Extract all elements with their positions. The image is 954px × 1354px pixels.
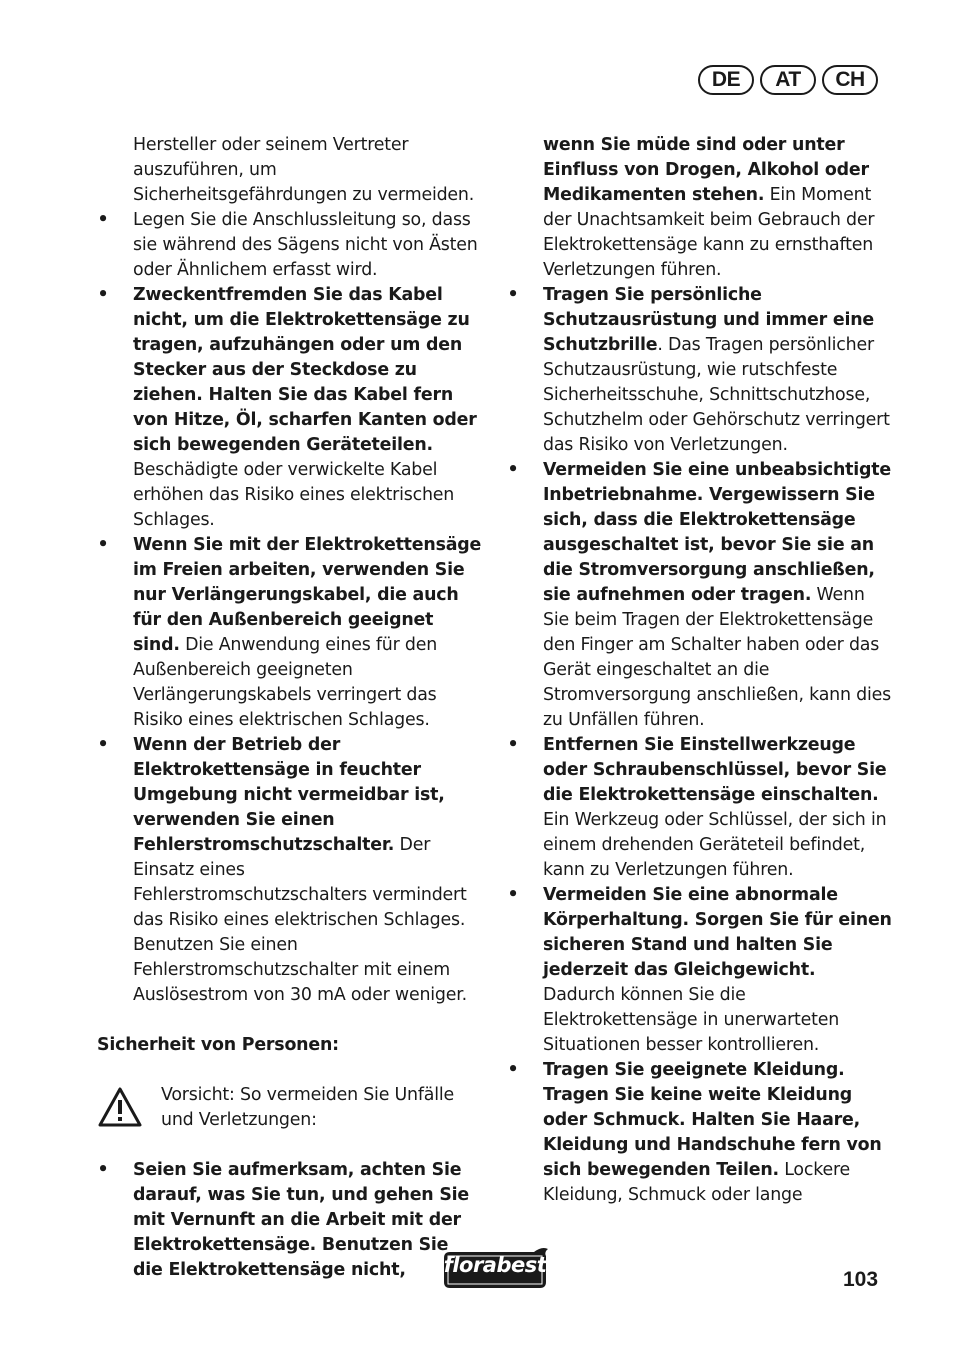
list-item bbox=[97, 208, 482, 283]
bullet-text: Legen Sie die Anschlussleitung so, dass sie während des Sägens nicht von Ästen oder Ähnlichem erfasst wird. bbox=[133, 210, 478, 280]
bullet-dot: • bbox=[97, 535, 109, 555]
bullet-dot: • bbox=[507, 885, 519, 905]
list-item bbox=[97, 733, 482, 1008]
bullet-text: Dadurch können Sie die Elektrokettensäge in unerwarteten Situationen besser kontrollieren. bbox=[543, 985, 840, 1055]
list-item bbox=[97, 1158, 482, 1283]
bullet-bold-text: Tragen Sie geeignete Kleidung. Tragen Sie keine weite Kleidung oder Schmuck. Halten Sie Haare, Kleidung und Handschuhe fern von sich bewegenden Teilen. bbox=[543, 1060, 882, 1180]
left-column bbox=[97, 133, 482, 1283]
bullet-text: Der Einsatz eines Fehlerstromschutzschalters vermindert das Risiko eines elektrischen Schlages. Benutzen Sie einen Fehlerstromschutzschalter mit einem Auslösestrom von 30 mA oder weniger. bbox=[133, 835, 467, 1005]
bullet-bold-text: Tragen Sie persönliche Schutzausrüstung und immer eine Schutzbrille bbox=[543, 285, 875, 355]
list-item bbox=[97, 283, 482, 533]
country-tag-de: DE bbox=[698, 65, 754, 95]
bullet-dot: • bbox=[507, 735, 519, 755]
list-item bbox=[507, 883, 892, 1058]
florabest-logo bbox=[438, 1246, 552, 1290]
warning-note bbox=[97, 1083, 482, 1133]
continuation-bold-text: wenn Sie müde sind oder unter Einfluss von Drogen, Alkohol oder Medikamenten stehen. bbox=[543, 135, 869, 205]
list-item bbox=[507, 733, 892, 883]
continuation-paragraph bbox=[507, 133, 892, 283]
country-tag-ch: CH bbox=[822, 65, 878, 95]
bullet-dot: • bbox=[507, 460, 519, 480]
bullet-dot: • bbox=[97, 735, 109, 755]
list-item bbox=[507, 1058, 892, 1208]
logo-text: florabest bbox=[443, 1253, 547, 1277]
intro-continuation: Hersteller oder seinem Vertreter auszuführen, um Sicherheitsgefährdungen zu vermeiden. bbox=[133, 135, 475, 205]
list-item bbox=[507, 458, 892, 733]
bullet-bold-text: Entfernen Sie Einstellwerkzeuge oder Schraubenschlüssel, bevor Sie die Elektrokettensäge einschalten. bbox=[543, 735, 887, 805]
bullet-dot: • bbox=[97, 285, 109, 305]
bullet-bold-text: Wenn Sie mit der Elektrokettensäge im Freien arbeiten, verwenden Sie nur Verlängerungskabel, die auch für den Außenbereich geeignet sind. bbox=[133, 535, 482, 655]
bullet-dot: • bbox=[97, 1160, 109, 1180]
bullet-bold-text: Wenn der Betrieb der Elektrokettensäge in feuchter Umgebung nicht vermeidbar ist, verwenden Sie einen Fehlerstromschutzschalter. bbox=[133, 735, 445, 855]
warning-triangle-icon bbox=[97, 1086, 143, 1128]
bullet-text: Wenn Sie beim Tragen der Elektrokettensäge den Finger am Schalter haben oder das Gerät eingeschaltet an die Stromversorgung anschließen, kann dies zu Unfällen führen. bbox=[543, 585, 891, 730]
country-tag-at: AT bbox=[760, 65, 816, 95]
bullet-text: Die Anwendung eines für den Außenbereich geeigneten Verlängerungskabels verringert das Risiko eines elektrischen Schlages. bbox=[133, 635, 438, 730]
bullet-bold-text: Seien Sie aufmerksam, achten Sie darauf, was Sie tun, und gehen Sie mit Vernunft an die Arbeit mit der Elektrokettensäge. Benutzen Sie die Elektrokettensäge nicht, bbox=[133, 1160, 470, 1280]
section-heading: Sicherheit von Personen: bbox=[97, 1035, 339, 1055]
bullet-dot: • bbox=[507, 285, 519, 305]
right-column bbox=[507, 133, 892, 1208]
bullet-text: Ein Werkzeug oder Schlüssel, der sich in einem drehenden Geräteteil befindet, kann zu Verletzungen führen. bbox=[543, 810, 887, 880]
bullet-dot: • bbox=[97, 210, 109, 230]
bullet-dot: • bbox=[507, 1060, 519, 1080]
page-number: 103 bbox=[843, 1268, 879, 1291]
bullet-bold-text: Vermeiden Sie eine abnormale Körperhaltung. Sorgen Sie für einen sicheren Stand und halten Sie jederzeit das Gleichgewicht. bbox=[543, 885, 892, 980]
warning-text: Vorsicht: So vermeiden Sie Unfälle und Verletzungen: bbox=[161, 1085, 455, 1130]
list-item bbox=[97, 533, 482, 733]
country-code-tags bbox=[698, 65, 878, 95]
continuation-text: Ein Moment der Unachtsamkeit beim Gebrauch der Elektrokettensäge kann zu ernsthaften Verletzungen führen. bbox=[543, 185, 875, 280]
bullet-text: Lockere Kleidung, Schmuck oder lange bbox=[543, 1160, 851, 1205]
bullet-text: Beschädigte oder verwickelte Kabel erhöhen das Risiko eines elektrischen Schlages. bbox=[133, 460, 455, 530]
bullet-text: . Das Tragen persönlicher Schutzausrüstung, wie rutschfeste Sicherheitsschuhe, Schnittschutzhose, Schutzhelm oder Gehörschutz verringert das Risiko von Verletzungen. bbox=[543, 335, 890, 455]
list-item bbox=[507, 283, 892, 458]
bullet-bold-text: Zweckentfremden Sie das Kabel nicht, um die Elektrokettensäge zu tragen, aufzuhängen oder um den Stecker aus der Steckdose zu ziehen. Halten Sie das Kabel fern von Hitze, Öl, scharfen Kanten oder sich bewegenden Geräteteilen. bbox=[133, 285, 477, 455]
bullet-bold-text: Vermeiden Sie eine unbeabsichtigte Inbetriebnahme. Vergewissern Sie sich, dass die Elektrokettensäge ausgeschaltet ist, bevor Sie sie an die Stromversorgung anschließen, sie aufnehmen oder tragen. bbox=[543, 460, 891, 605]
